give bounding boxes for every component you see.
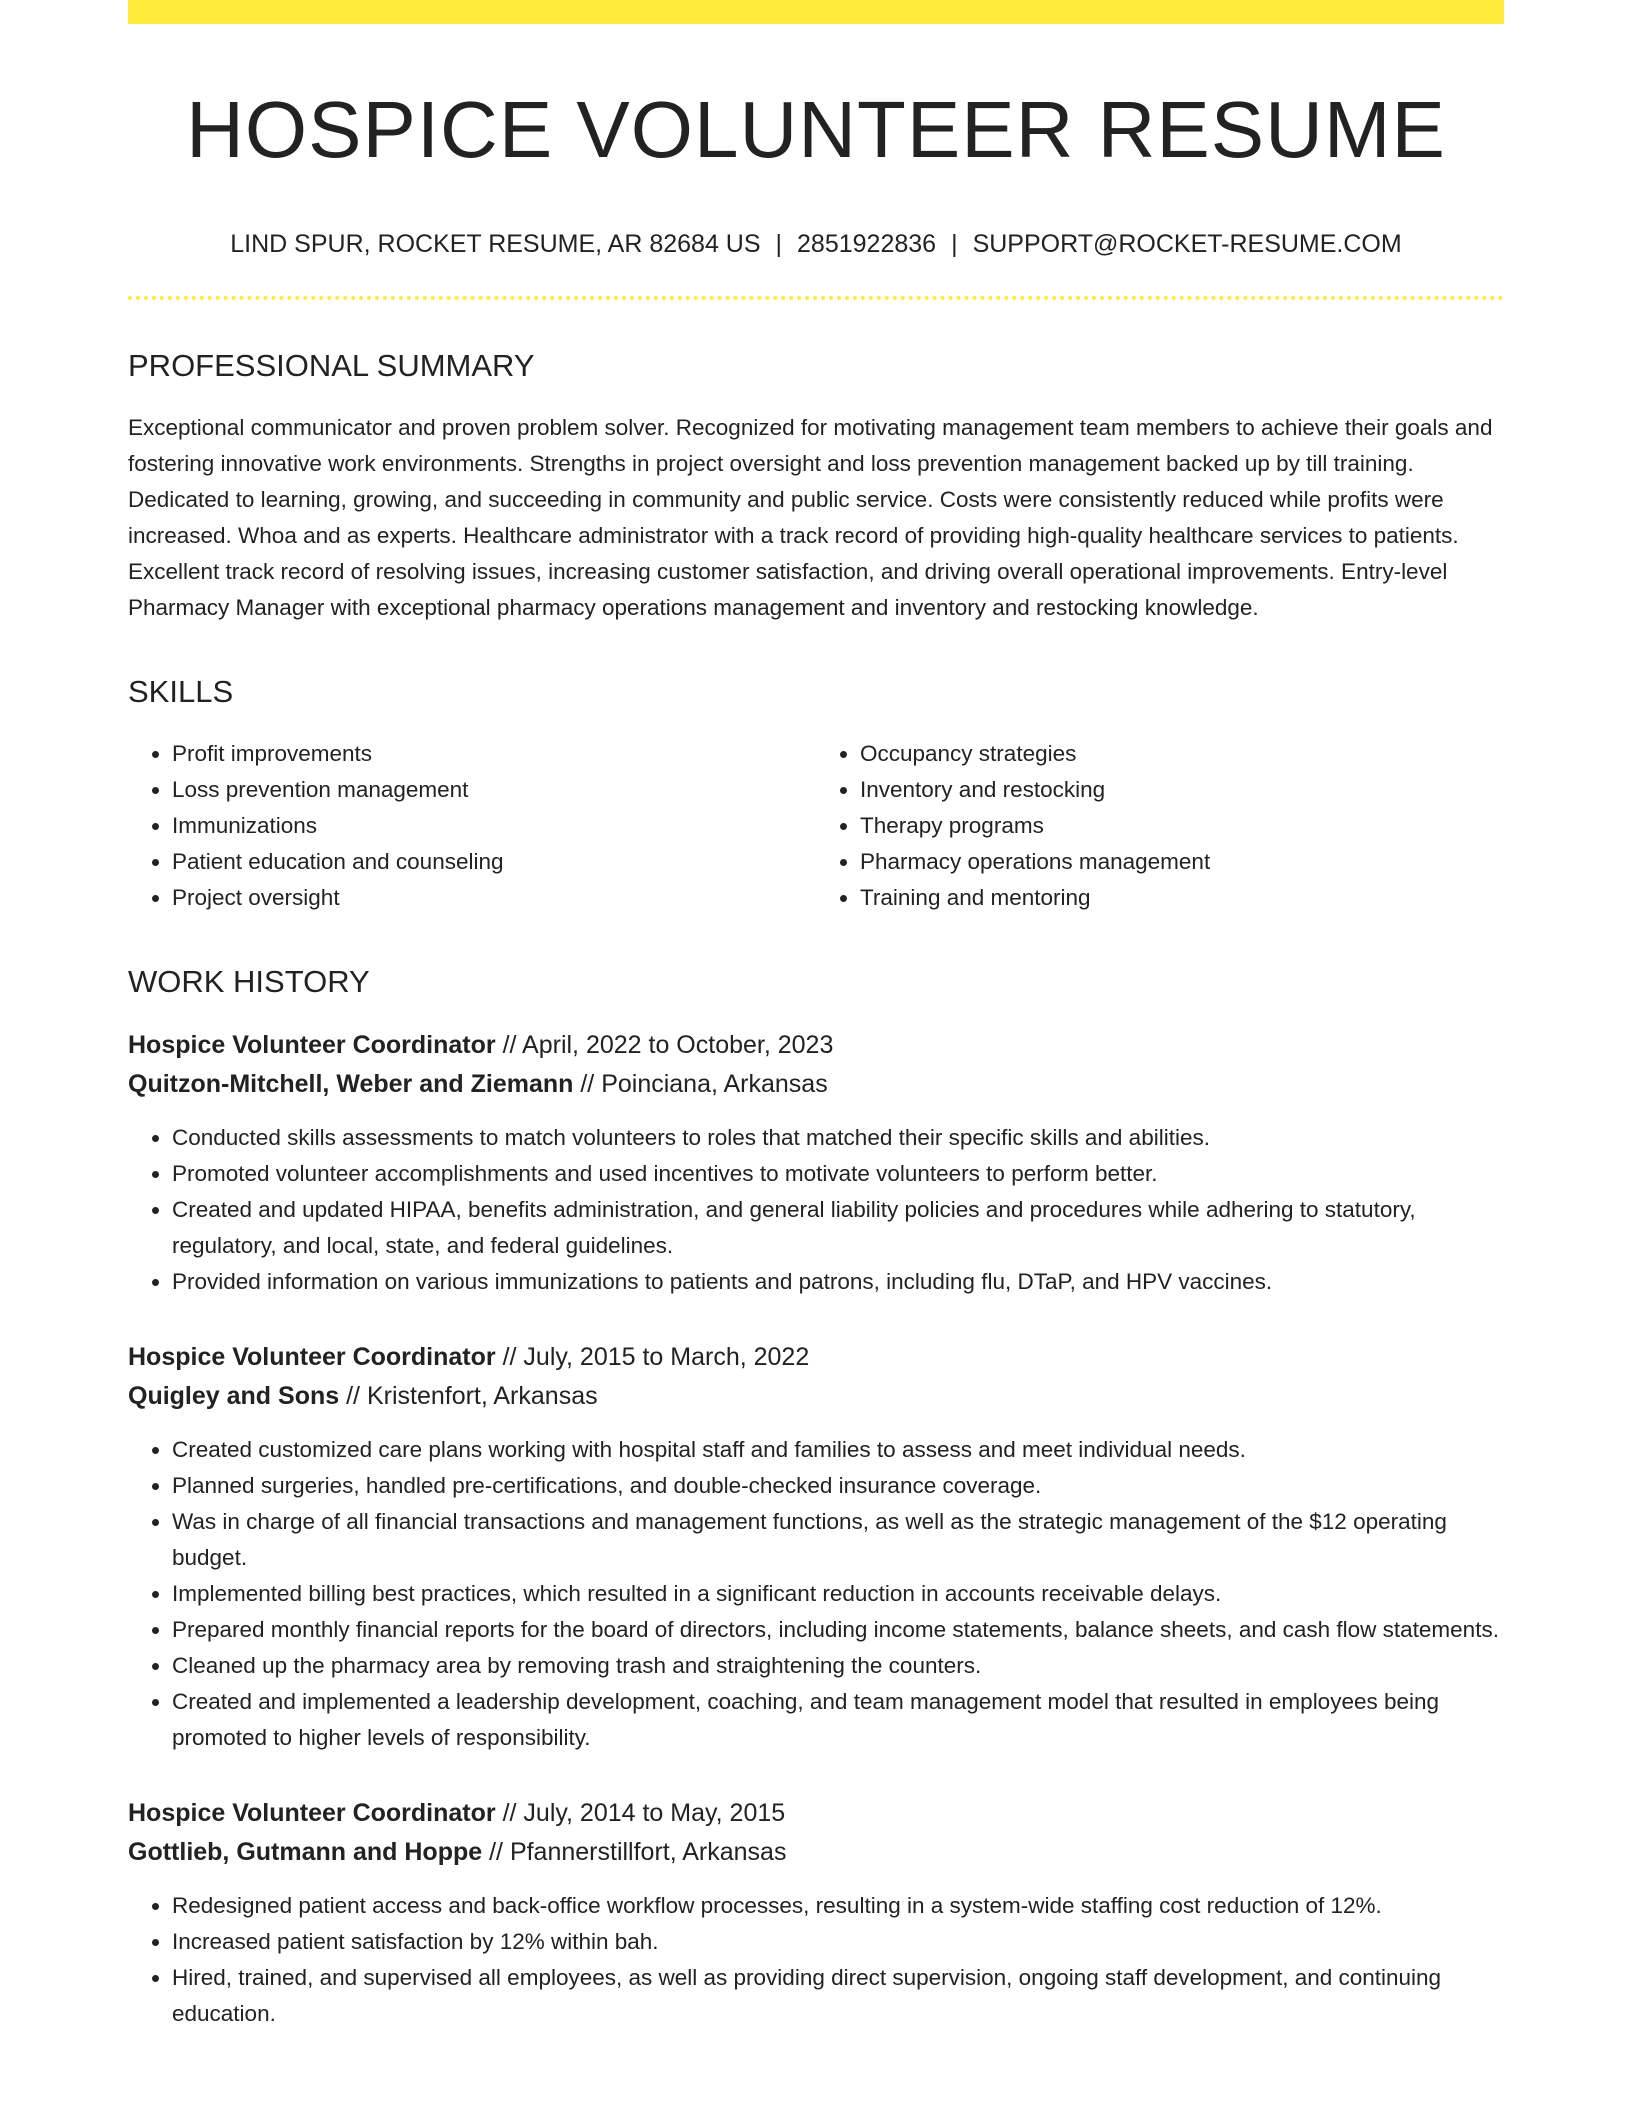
job-location: // Pfannerstillfort, Arkansas (482, 1838, 787, 1866)
skill-item: • Loss prevention management (172, 772, 816, 808)
job-bullet: • Created and implemented a leadership development, coaching, and team management model that resulted in employees being promoted to higher levels of responsibility. (172, 1684, 1504, 1756)
skill-item: • Patient education and counseling (172, 844, 816, 880)
job-bullets (128, 1120, 1504, 1300)
job-title-line (128, 1338, 1504, 1377)
job-entry (128, 1794, 1504, 2032)
job-bullet: • Redesigned patient access and back-office workflow processes, resulting in a system-wide staffing cost reduction of 12%. (172, 1888, 1504, 1924)
job-bullet: • Created customized care plans working with hospital staff and families to assess and meet individual needs. (172, 1432, 1504, 1468)
work-history-heading: WORK HISTORY (128, 964, 370, 999)
job-dates: // July, 2014 to May, 2015 (495, 1799, 786, 1827)
job-company-line (128, 1377, 1504, 1416)
job-bullet: • Prepared monthly financial reports for the board of directors, including income statements, balance sheets, and cash flow statements. (172, 1612, 1504, 1648)
contact-separator: | (775, 230, 783, 258)
job-dates: // July, 2015 to March, 2022 (495, 1343, 810, 1371)
job-title-line (128, 1026, 1504, 1065)
job-company-line (128, 1065, 1504, 1104)
contact-phone: 2851922836 (797, 230, 937, 258)
resume-page (128, 0, 1504, 2032)
skills-right-list (816, 736, 1504, 916)
job-bullet: • Increased patient satisfaction by 12% within bah. (172, 1924, 1504, 1960)
job-bullet: • Was in charge of all financial transactions and management functions, as well as the strategic management of the $12 operating budget. (172, 1504, 1504, 1576)
job-entry (128, 1338, 1504, 1756)
job-dates: // April, 2022 to October, 2023 (495, 1031, 834, 1059)
job-bullet: • Conducted skills assessments to match volunteers to roles that matched their specific skills and abilities. (172, 1120, 1504, 1156)
skill-item: • Therapy programs (860, 808, 1504, 844)
job-bullet: • Created and updated HIPAA, benefits administration, and general liability policies and procedures while adhering to statutory, regulatory, and local, state, and federal guidelines. (172, 1192, 1504, 1264)
job-company: Quitzon-Mitchell, Weber and Ziemann (128, 1070, 574, 1098)
job-title: Hospice Volunteer Coordinator (128, 1343, 496, 1371)
skill-item: • Project oversight (172, 880, 816, 916)
summary-text: Exceptional communicator and proven problem solver. Recognized for motivating management team members to achieve their goals and fostering innovative work environments. Strengths in project oversight and loss prevention management backed up by till training. Dedicated to learning, growing, and succeeding in community and public service. Costs were consistently reduced while profits were increased. Whoa and as experts. Healthcare administrator with a track record of providing high-quality healthcare services to patients. Excellent track record of resolving issues, increasing customer satisfaction, and driving overall operational improvements. Entry-level Pharmacy Manager with exceptional pharmacy operations management and inventory and restocking knowledge. (128, 415, 1493, 620)
skills-section (128, 672, 1504, 916)
job-bullet: • Planned surgeries, handled pre-certifications, and double-checked insurance coverage. (172, 1468, 1504, 1504)
contact-email: SUPPORT@ROCKET-RESUME.COM (972, 230, 1402, 258)
skills-left-list (128, 736, 816, 916)
contact-line (128, 228, 1504, 260)
job-title: Hospice Volunteer Coordinator (128, 1031, 496, 1059)
job-bullet: • Promoted volunteer accomplishments and used incentives to motivate volunteers to perform better. (172, 1156, 1504, 1192)
summary-section (128, 346, 1504, 626)
top-accent-bar (128, 0, 1504, 24)
job-entry (128, 1026, 1504, 1300)
summary-heading: PROFESSIONAL SUMMARY (128, 348, 535, 383)
skill-item: • Profit improvements (172, 736, 816, 772)
skill-item: • Pharmacy operations management (860, 844, 1504, 880)
job-title-line (128, 1794, 1504, 1833)
skill-item: • Training and mentoring (860, 880, 1504, 916)
work-history-section (128, 962, 1504, 2032)
job-bullets (128, 1432, 1504, 1756)
skill-item: • Inventory and restocking (860, 772, 1504, 808)
skill-item: • Immunizations (172, 808, 816, 844)
job-bullet: • Implemented billing best practices, which resulted in a significant reduction in accounts receivable delays. (172, 1576, 1504, 1612)
resume-title: HOSPICE VOLUNTEER RESUME (186, 85, 1446, 174)
job-bullet: • Hired, trained, and supervised all employees, as well as providing direct supervision, ongoing staff development, and continuing education. (172, 1960, 1504, 2032)
skills-heading: SKILLS (128, 674, 234, 709)
job-bullet: • Cleaned up the pharmacy area by removing trash and straightening the counters. (172, 1648, 1504, 1684)
contact-separator: | (951, 230, 958, 258)
job-bullet: • Provided information on various immunizations to patients and patrons, including flu, DTaP, and HPV vaccines. (172, 1264, 1504, 1300)
job-company: Gottlieb, Gutmann and Hoppe (128, 1838, 483, 1866)
skills-columns (128, 736, 1504, 916)
job-title: Hospice Volunteer Coordinator (128, 1799, 496, 1827)
job-location: // Kristenfort, Arkansas (339, 1382, 598, 1410)
contact-address: LIND SPUR, ROCKET RESUME, AR 82684 US (230, 230, 761, 258)
job-company-line (128, 1833, 1504, 1872)
job-company: Quigley and Sons (128, 1382, 340, 1410)
job-location: // Poinciana, Arkansas (573, 1070, 828, 1098)
job-bullets (128, 1888, 1504, 2032)
dotted-divider (128, 296, 1504, 300)
skill-item: • Occupancy strategies (860, 736, 1504, 772)
